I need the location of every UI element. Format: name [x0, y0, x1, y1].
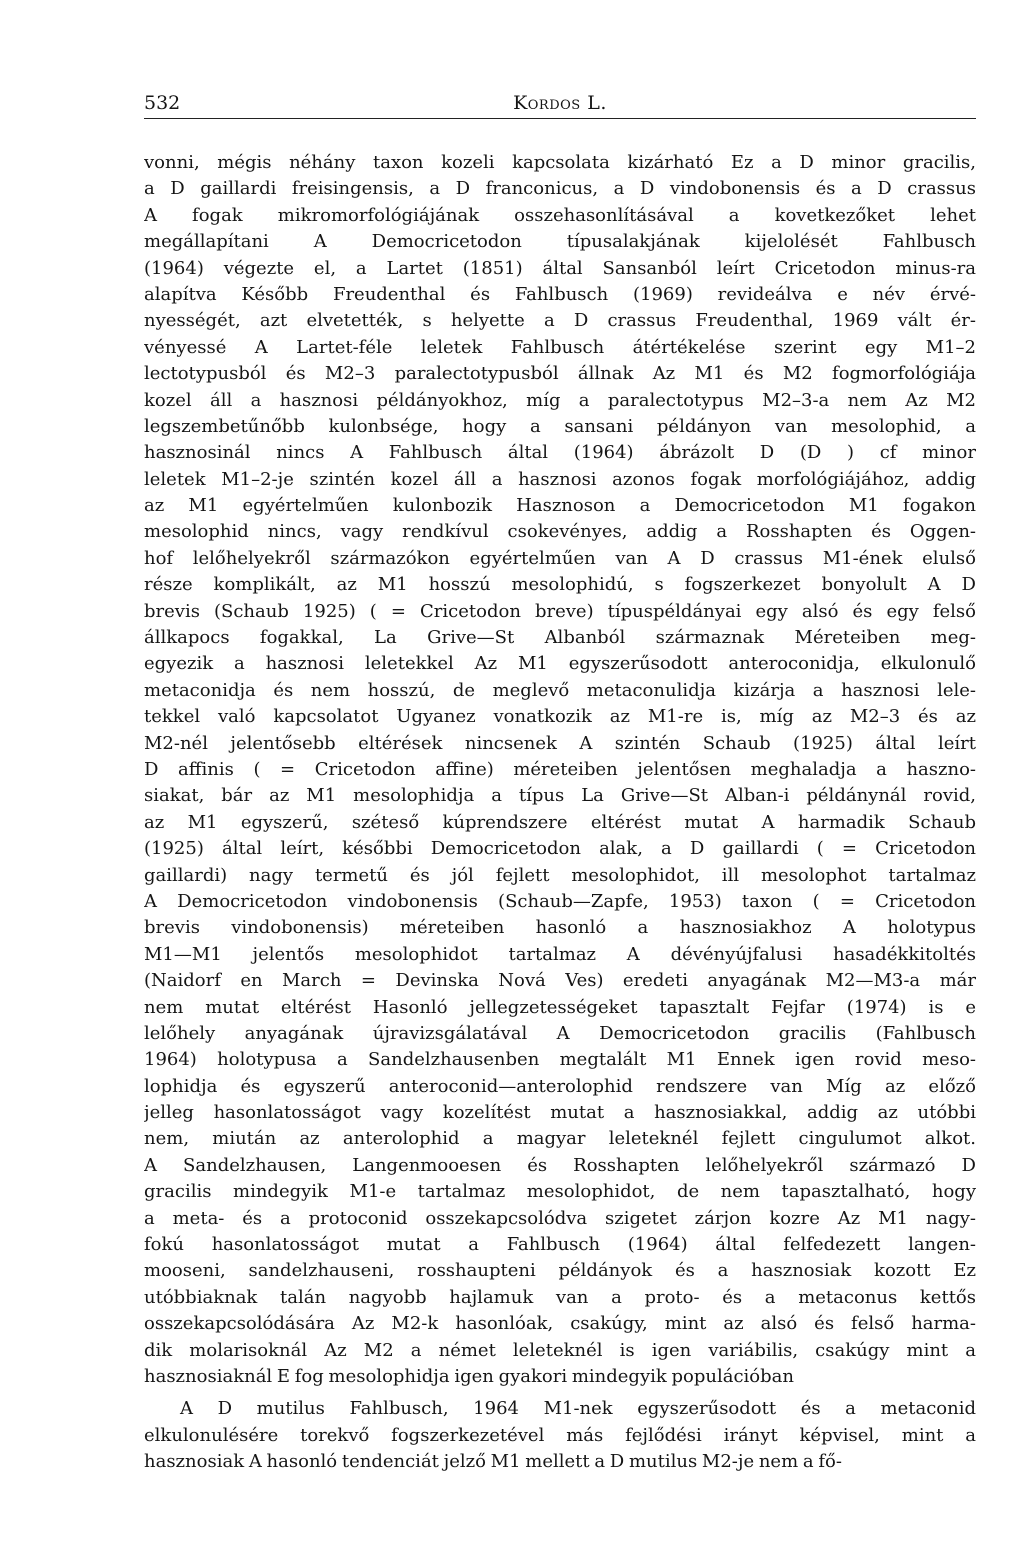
page [144, 88, 976, 1476]
text-line: a D gaillardi freisingensis, a D franconicus, a D vindobonensis és a D crassus [144, 178, 976, 200]
running-header [144, 88, 976, 119]
text-line: (Naidorf en March = Devinska Nová Ves) eredeti anyagának M2—M3-a már [144, 970, 976, 992]
text-line: nem mutat eltérést Hasonló jellegzetességeket tapasztalt Fejfar (1974) is e [144, 996, 976, 1018]
text-line: dik molarisoknál Az M2 a német leleteknél is igen variábilis, csakúgy mint a [144, 1339, 976, 1361]
text-line: hasznosiak A hasonló tendenciát jelző M1 mellett a D mutilus M2-je nem a fő- [144, 1451, 842, 1473]
text-line: lelőhely anyagának újravizsgálatával A Democricetodon gracilis (Fahlbusch [144, 1022, 976, 1044]
text-line: A Democricetodon vindobonensis (Schaub—Zapfe, 1953) taxon ( = Cricetodon [144, 890, 976, 912]
text-line: nyességét, azt elvetették, s helyette a D crassus Freudenthal, 1969 vált ér- [144, 310, 976, 332]
paragraph [144, 1396, 976, 1475]
text-line: lectotypusból és M2–3 paralectotypusból állnak Az M1 és M2 fogmorfológiája [144, 363, 976, 385]
text-line: hof lelőhelyekről származókon egyértelműen van A D crassus M1-ének elulső [144, 547, 976, 569]
text-line: alapítva Később Freudenthal és Fahlbusch (1969) revideálva e név érvé- [144, 283, 976, 305]
text-line: vényessé A Lartet-féle leletek Fahlbusch átértékelése szerint egy M1–2 [144, 336, 976, 358]
text-line: brevis (Schaub 1925) ( = Cricetodon breve) típuspéldányai egy alsó és egy felső [144, 600, 976, 622]
text-line: A fogak mikromorfológiájának osszehasonlításával a kovetkezőket lehet [144, 204, 976, 226]
text-line: mesolophid nincs, vagy rendkívul csokevényes, addig a Rosshapten és Oggen- [144, 521, 976, 543]
text-line: gracilis mindegyik M1-e tartalmaz mesolophidot, de nem tapasztalható, hogy [144, 1181, 976, 1203]
text-line: A Sandelzhausen, Langenmooesen és Rosshapten lelőhelyekről származó D [144, 1154, 976, 1176]
text-line: jelleg hasonlatosságot vagy kozelítést mutat a hasznosiakkal, addig az utóbbi [144, 1102, 976, 1124]
text-line: osszekapcsolódására Az M2-k hasonlóak, csakúgy, mint az alsó és felső harma- [144, 1313, 976, 1335]
text-line: kozel áll a hasznosi példányokhoz, míg a paralectotypus M2–3-a nem Az M2 [144, 389, 976, 411]
text-line: M1—M1 jelentős mesolophidot tartalmaz A dévényújfalusi hasadékkitoltés [144, 943, 976, 965]
page-number: 532 [144, 92, 181, 114]
text-line: megállapítani A Democricetodon típusalakjának kijelolését Fahlbusch [144, 231, 976, 253]
text-line: leletek M1–2-je szintén kozel áll a hasznosi azonos fogak morfológiájához, addig [144, 468, 976, 490]
text-line: a meta- és a protoconid osszekapcsolódva szigetet zárjon kozre Az M1 nagy- [144, 1207, 976, 1229]
text-line: az M1 egyértelműen kulonbozik Hasznoson a Democricetodon M1 fogakon [144, 495, 976, 517]
body-text [144, 150, 976, 1476]
text-line: legszembetűnőbb kulonbsége, hogy a sansani példányon van mesolophid, a [144, 415, 976, 437]
text-line: az M1 egyszerű, széteső kúprendszere eltérést mutat A harmadik Schaub [144, 811, 976, 833]
text-line: gaillardi) nagy termetű és jól fejlett mesolophidot, ill mesolophot tartalmaz [144, 864, 976, 886]
text-line: nem, miután az anterolophid a magyar leleteknél fejlett cingulumot alkot. [144, 1128, 976, 1150]
text-line: vonni, mégis néhány taxon kozeli kapcsolata kizárható Ez a D minor gracilis, [144, 152, 976, 173]
text-line: A D mutilus Fahlbusch, 1964 M1-nek egyszerűsodott és a metaconid [180, 1398, 976, 1420]
text-line: egyezik a hasznosi leletekkel Az M1 egyszerűsodott anteroconidja, elkulonulő [144, 653, 976, 675]
text-line: fokú hasonlatosságot mutat a Fahlbusch (1964) által felfedezett langen- [144, 1234, 976, 1256]
text-line: utóbbiaknak talán nagyobb hajlamuk van a proto- és a metaconus kettős [144, 1286, 976, 1308]
text-line: (1925) által leírt, későbbi Democricetodon alak, a D gaillardi ( = Cricetodon [144, 838, 976, 860]
text-line: hasznosiaknál E fog mesolophidja igen gyakori mindegyik populációban [144, 1365, 794, 1387]
text-line: része komplikált, az M1 hosszú mesolophidú, s fogszerkezet bonyolult A D [144, 574, 976, 596]
running-head-author: Kordos L. [513, 92, 607, 114]
text-line: állkapocs fogakkal, La Grive—St Albanból származnak Méreteiben meg- [144, 627, 976, 649]
text-line: (1964) végezte el, a Lartet (1851) által Sansanból leírt Cricetodon minus-ra [144, 257, 976, 279]
text-line: lophidja és egyszerű anteroconid—anterolophid rendszere van Míg az előző [144, 1075, 976, 1097]
text-line: mooseni, sandelzhauseni, rosshaupteni példányok és a hasznosiak kozott Ez [144, 1260, 976, 1282]
paragraph [144, 150, 976, 1390]
text-line: metaconidja és nem hosszú, de meglevő metaconulidja kizárja a hasznosi lele- [144, 679, 976, 701]
text-line: elkulonulésére torekvő fogszerkezetével más fejlődési irányt képvisel, mint a [144, 1424, 976, 1446]
text-line: M2-nél jelentősebb eltérések nincsenek A szintén Schaub (1925) által leírt [144, 732, 976, 754]
text-line: 1964) holotypusa a Sandelzhausenben megtalált M1 Ennek igen rovid meso- [144, 1049, 976, 1071]
text-line: hasznosinál nincs A Fahlbusch által (1964) ábrázolt D (D ) cf minor [144, 442, 976, 464]
text-line: tekkel való kapcsolatot Ugyanez vonatkozik az M1-re is, míg az M2–3 és az [144, 706, 976, 728]
text-line: brevis vindobonensis) méreteiben hasonló a hasznosiakhoz A holotypus [144, 917, 976, 939]
text-line: siakat, bár az M1 mesolophidja a típus La Grive—St Alban-i példánynál rovid, [144, 785, 976, 807]
text-line: D affinis ( = Cricetodon affine) méreteiben jelentősen meghaladja a haszno- [144, 758, 976, 780]
